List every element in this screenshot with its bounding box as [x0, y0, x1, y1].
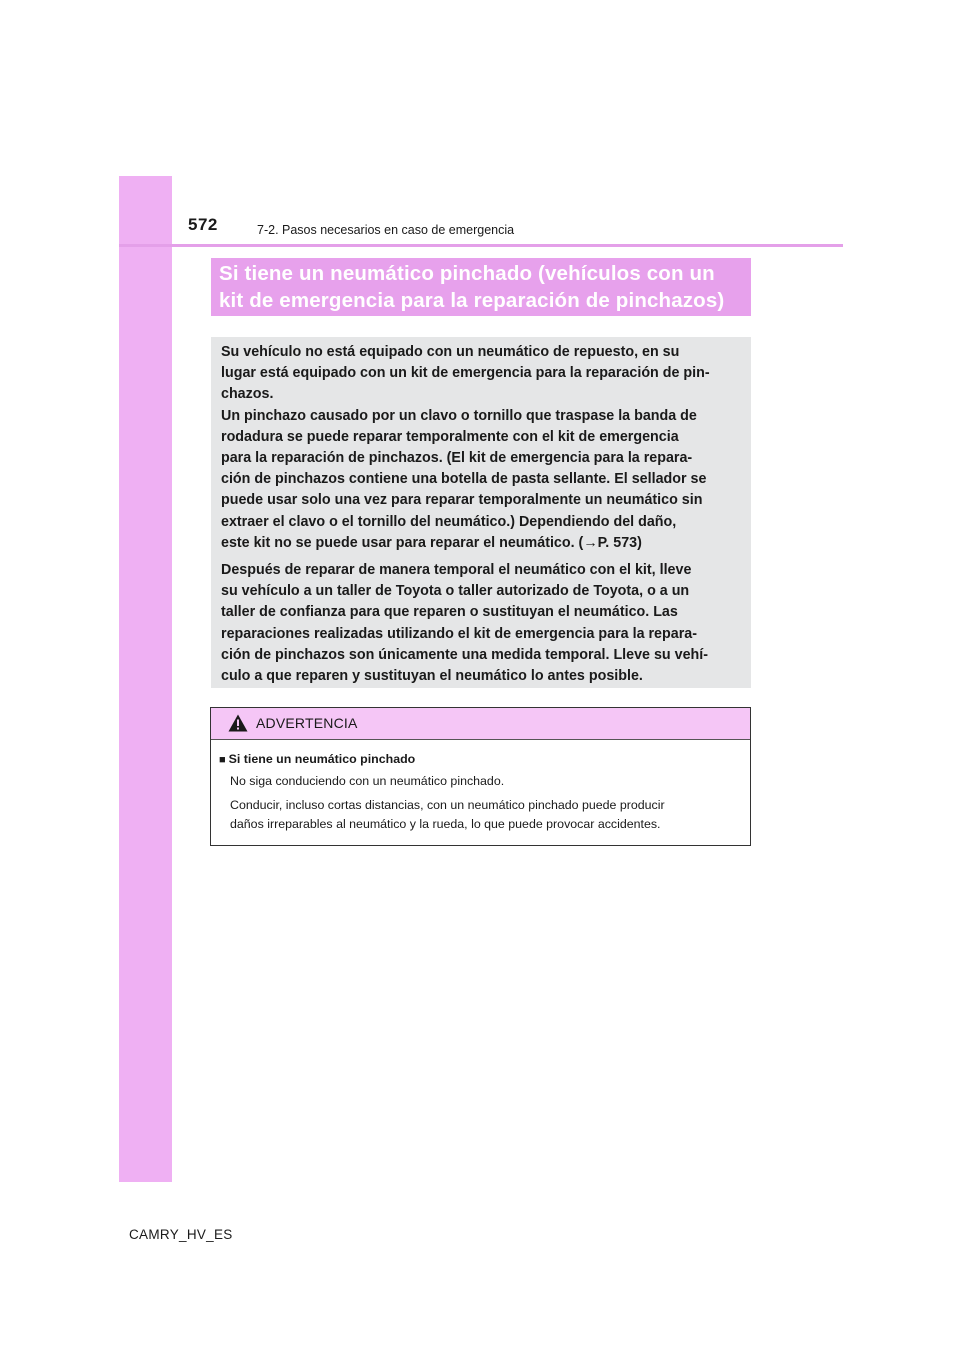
warning-header [211, 708, 750, 740]
side-tab-bar [119, 176, 172, 1182]
intro-paragraph-1: Su vehículo no está equipado con un neumático de repuesto, en su lugar está equipado con un kit de emergencia para la reparación de pin- chazos. Un pinchazo causado por un clavo o tornillo que traspase la banda de rodadura se puede reparar temporalmente con el kit de emergencia para la reparación de pinchazos. (El kit de emergencia para la repara- ción de pinchazos contiene una botella de pasta sellante. El sellador se puede usar solo una vez para reparar temporalmente un neumático sin extraer el clavo o el tornillo del neumático.) Dependiendo del daño, este kit no se puede usar para reparar el neumático. (→P. 573) [221, 344, 710, 551]
topic-heading-box [211, 258, 751, 316]
document-code: CAMRY_HV_ES [129, 1227, 233, 1242]
warning-body [211, 740, 750, 833]
intro-box [211, 337, 751, 688]
warning-title: ADVERTENCIA [256, 715, 358, 731]
warning-text-1: No siga conduciendo con un neumático pinchado. [230, 773, 505, 788]
warning-text-2: Conducir, incluso cortas distancias, con un neumático pinchado puede producir daños irreparables al neumático y la rueda, lo que puede provocar accidentes. [230, 798, 665, 831]
topic-heading: Si tiene un neumático pinchado (vehículos con un kit de emergencia para la reparación de pinchazos) [219, 262, 725, 312]
section-title: 7-2. Pasos necesarios en caso de emergencia [257, 223, 515, 237]
page-number: 572 [188, 215, 218, 234]
warning-bullet-line [219, 750, 740, 770]
warning-bullet-heading: Si tiene un neumático pinchado [228, 752, 416, 766]
intro-paragraph-2: Después de reparar de manera temporal el neumático con el kit, lleve su vehículo a un taller de Toyota o taller autorizado de Toyota, o a un taller de confianza para que reparen o sustituyan el neumático. Las reparaciones realizadas utilizando el kit de emergencia para la repara- ción de pinchazos son únicamente una medida temporal. Lleve su vehí- culo a que reparen y sustituyan el neumático lo antes posible. [221, 562, 709, 685]
header-rule [119, 244, 843, 247]
warning-triangle-icon [228, 714, 248, 732]
bullet-square-icon: ■ [219, 754, 226, 766]
warning-box [210, 707, 751, 846]
